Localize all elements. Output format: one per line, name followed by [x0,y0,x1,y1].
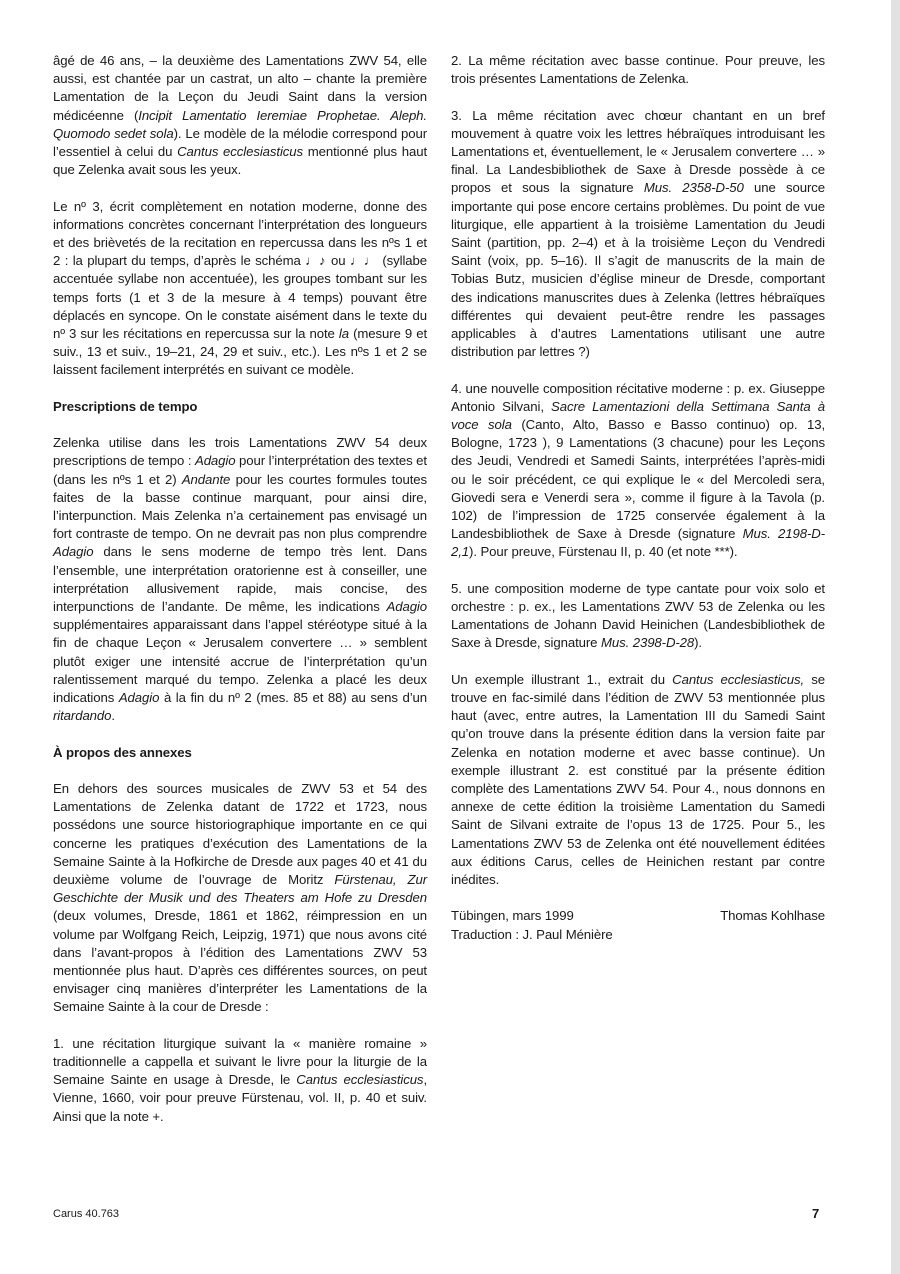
section-heading-annexes: À propos des annexes [53,744,192,760]
page-edge-shadow [891,0,900,1274]
paragraph: 4. une nouvelle composition récitative moderne : p. ex. Giuseppe Antonio Silvani, Sacre Lamentazioni della Settimana Santa à voce sola (Canto, Alto, Basso e Basso continuo) op. 13, Bologne, 1723 ), 9 Lamentations (3 chacune) pour les Leçons des Jeudi, Vendredi et Samedi Saints, interprétées l’après-midi ou le soir précédent, ce qui explique le « del Mercoledi sera, Giovedi sera e Venerdi sera », comme il figure à la Tavola (p. 102) de l’impression de 1725 conservée également à la Landesbibliothek de Saxe à Dresde (signature Mus. 2198-D-2,1). Pour preuve, Fürstenau II, p. 40 (et note ***). [451,380,826,560]
paragraph: En dehors des sources musicales de ZWV 53 et 54 des Lamentations de Zelenka datant de 1722 et 1723, nous possédons une source historiographique importante en ce qui concerne les pratiques d’exécution des Lamentations de la Semaine Sainte à la Hofkirche de Dresde aux pages 40 et 41 du deuxième volume de l’ouvrage de Moritz Fürstenau, Zur Geschichte der Musik und des Theaters am Hofe zu Dresden (deux volumes, Dresde, 1861 et 1862, réimpression en un volume par Wolfgang Reich, Leipzig, 1971) que nous avons cité dans l’avant-propos à l’édition des Lamentations ZWV 53 mentionnée plus haut. D’après ces différentes sources, on peut envisager cinq manières d’interpréter les Lamentations de la Semaine Sainte à la cour de Dresde : [53,781,427,1015]
left-column [53,52,427,1144]
paragraph: 5. une composition moderne de type cantate pour voix solo et orchestre : p. ex., les Lamentations ZWV 53 de Zelenka ou les Lamentations de Johann David Heinichen (Landesbibliothek de Saxe à Dresde, signature Mus. 2398-D-28). [451,580,825,651]
paragraph: Un exemple illustrant 1., extrait du Cantus ecclesiasticus, se trouve en fac-similé dans l’édition de ZWV 53 mentionnée plus haut (avec, entre autres, la Lamentation III du Samedi Saint qu’on trouve dans la présente édition dans la version faite par Zelenka en notation moderne et avec basse continue). Un exemple illustrant 2. est constitué par la présente édition complète des Lamentations ZWV 54. Pour 4., nous donnons en annexe de cette édition la troisième Lamentation du Samedi Saint de Silvani extraite de l’opus 13 de 1725. Pour 5., les Lamentations ZWV 53 de Zelenka ont été nouvellement éditées aux éditions Carus, celles de Heinichen restant par contre inédites. [451,671,825,888]
paragraph: 1. une récitation liturgique suivant la « manière romaine » traditionnelle a cappella et suivant le livre pour la liturgie de la Semaine Sainte en usage à Dresde, le Cantus ecclesiasticus, Vienne, 1660, voir pour preuve Fürstenau, vol. II, p. 40 et suiv. Ainsi que la note +. [53,1035,428,1124]
place-date: Tübingen, mars 1999 [451,908,574,924]
signature-line [451,907,825,925]
right-column [451,52,825,944]
author-name: Thomas Kohlhase [720,908,825,924]
paragraph: Zelenka utilise dans les trois Lamentations ZWV 54 deux prescriptions de tempo : Adagio pour l’interprétation des textes et (dans les nºs 1 et 2) Andante pour les courtes formules toutes faites de la basse continue marquant, pour ainsi dire, l’interpunction. Mais Zelenka n’a certainement pas envisagé un fort contraste de tempo. On ne devrait pas non plus comprendre Adagio dans le sens moderne de tempo très lent. Dans l’ensemble, une interprétation oratorienne est à conseiller, une interprétation allusivement rapide, mais concise, des interpunctions de l’andante. De même, les indications Adagio supplémentaires apparaissant dans l’appel stéréotype situé à la fin de chaque Leçon « Jerusalem convertere … » semblent plutôt exiger une intensité accrue de l’interprétation qu’un ralentissement marqué du tempo. Zelenka a placé les deux indications Adagio à la fin du nº 2 (mes. 85 et 88) au sens d’un ritardando. [53,435,427,724]
catalog-number: Carus 40.763 [53,1208,120,1220]
section-heading-tempo: Prescriptions de tempo [53,398,198,414]
page-number: 7 [812,1206,820,1221]
translation-credit: Traduction : J. Paul Ménière [451,926,613,942]
paragraph: âgé de 46 ans, – la deuxième des Lamentations ZWV 54, elle aussi, est chantée par un castrat, un alto – chante la première Lamentation de la Leçon du Jeudi Saint dans la version médicéenne (Incipit Lamentatio Ieremiae Prophetae. Aleph. Quomodo sedet sola). Le modèle de la mélodie correspond pour l’essentiel à celui du Cantus ecclesiasticus mentionné plus haut que Zelenka avait sous les yeux. [53,53,428,178]
paragraph: 2. La même récitation avec basse continue. Pour preuve, les trois présentes Lamentations de Zelenka. [451,53,825,87]
paragraph: 3. La même récitation avec chœur chantant en un bref mouvement à quatre voix les lettres hébraïques introduisant les Lamentations et, éventuellement, le « Jerusalem convertere … » final. La Landesbibliothek de Saxe à Dresde possède à ce propos et sous la signature Mus. 2358-D-50 une source importante qui pose encore certains problèmes. Du point de vue liturgique, elle appartient à la troisième Lamentation du Jeudi Saint (partition, pp. 2–4) et à la troisième Leçon du Vendredi Saint (voix, pp. 5–16). Il s’agit de manuscrits de la main de Tobias Butz, musicien d’église mineur de Dresde, comportant des indications manuscrites dues à Zelenka (lettres hébraïques différentes qui devaient peut-être rendre les passages applicables à d’autres Lamentations utilisant une autre distribution par lettres ?) [451,107,825,360]
paragraph: Le nº 3, écrit complètement en notation moderne, donne des informations concrètes concernant l’interprétation des longueurs et des brièvetés de la recitation en repercussa dans les nºs 1 et 2 : la plupart du temps, d’après le schéma ♩♪ ou ♩♩ (syllabe accentuée syllabe non accentuée), les groupes tombant sur les temps forts (1 et 3 de la mesure à 4 temps) pouvant être déplacés en syncope. On le constate aisément dans le texte du nº 3 sur les récitations en repercussa sur la note la (mesure 9 et suiv., 13 et suiv., 19–21, 24, 29 et suiv., etc.). Les nºs 1 et 2 se laissent facilement interprétés en suivant ce modèle. [53,198,428,378]
